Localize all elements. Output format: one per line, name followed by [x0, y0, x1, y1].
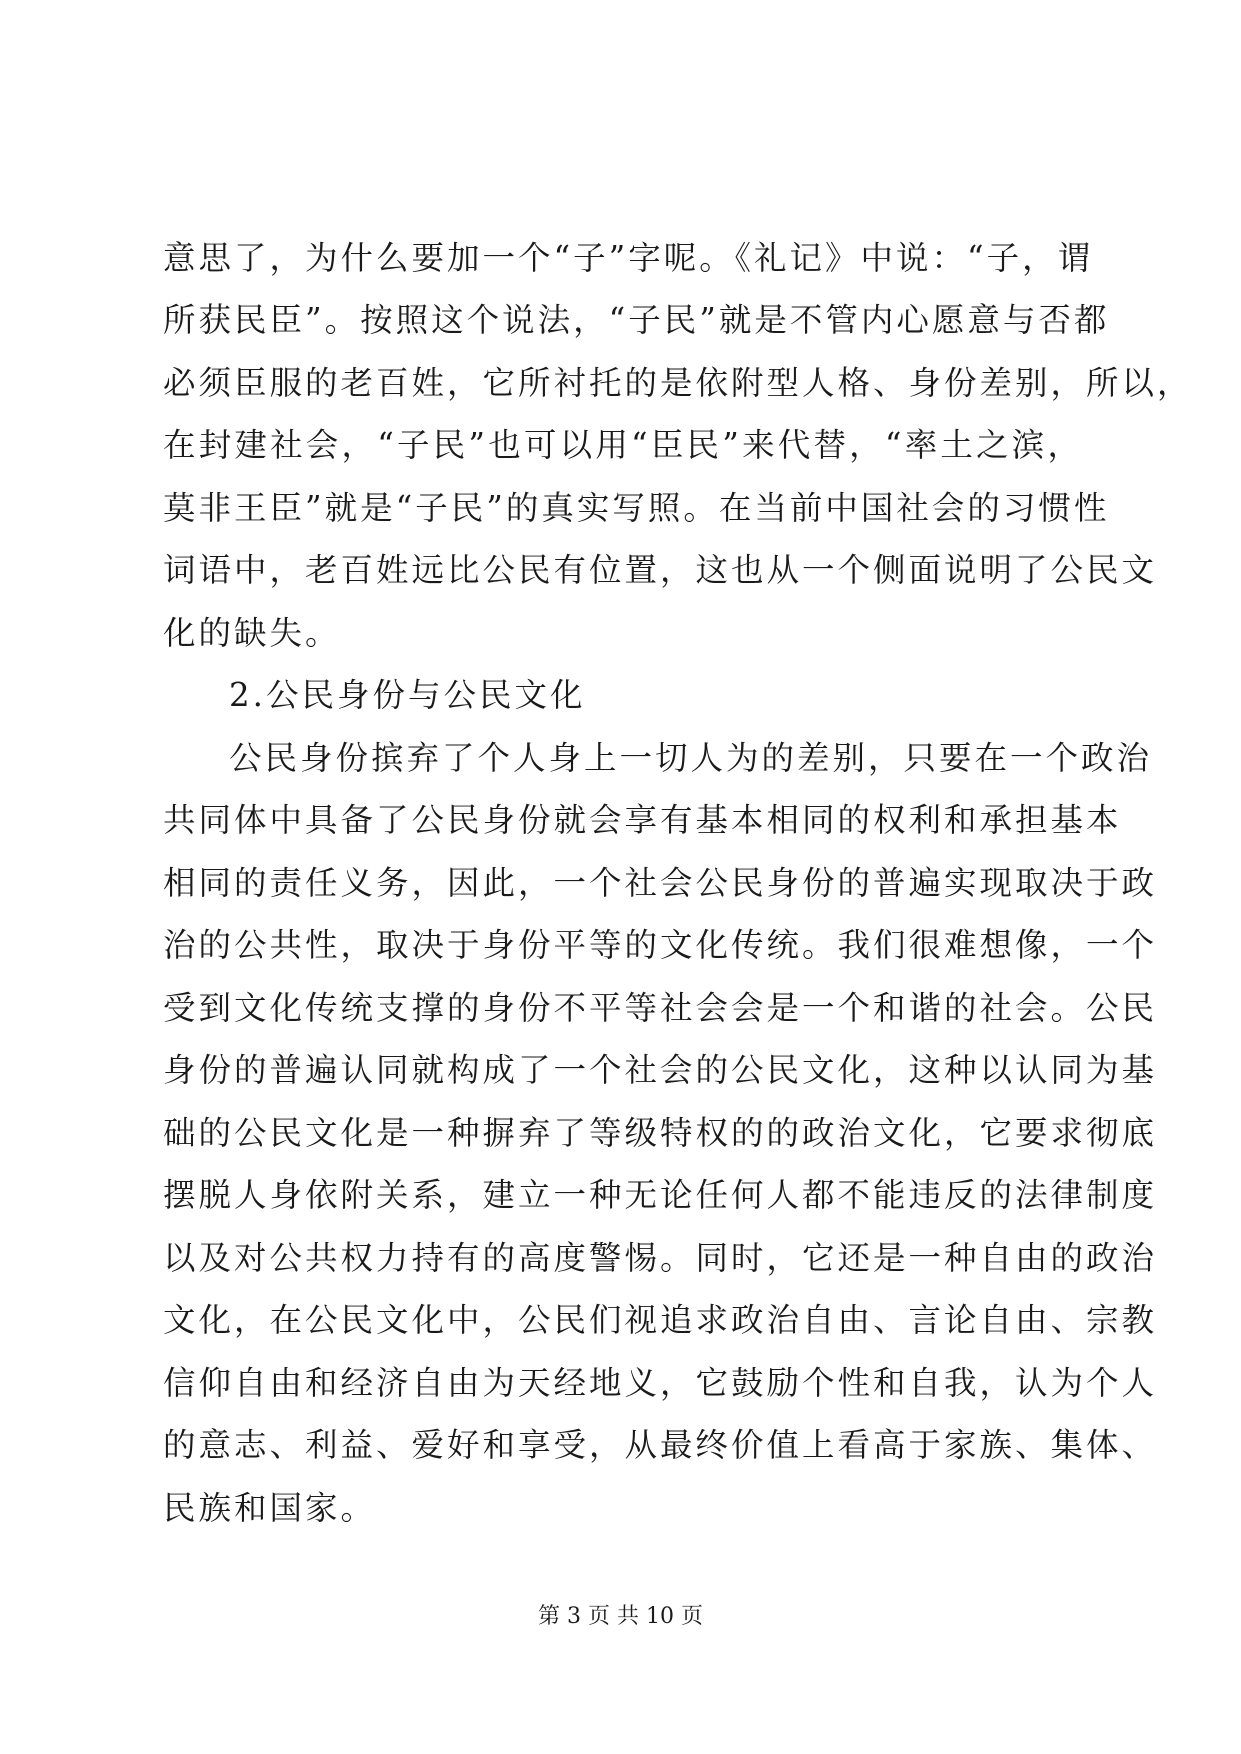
paragraph-line: 化的缺失。	[163, 614, 341, 652]
paragraph-line: 信仰自由和经济自由为天经地义，它鼓励个性和自我，认为个人	[163, 1364, 1158, 1402]
paragraph-line: 所获民臣”。按照这个说法，“子民”就是不管内心愿意与否都	[163, 301, 1110, 339]
paragraph-line: 治的公共性，取决于身份平等的文化传统。我们很难想像，一个	[163, 926, 1158, 964]
paragraph-line: 必须臣服的老百姓，它所衬托的是依附型人格、身份差别，所以，	[163, 364, 1193, 402]
paragraph-line: 公民身份摈弃了个人身上一切人为的差别，只要在一个政治	[229, 739, 1153, 777]
paragraph-line: 共同体中具备了公民身份就会享有基本相同的权利和承担基本	[163, 801, 1122, 839]
page-footer: 第 3 页 共 10 页	[538, 1604, 703, 1629]
paragraph-line: 身份的普遍认同就构成了一个社会的公民文化，这种以认同为基	[163, 1051, 1158, 1089]
paragraph-line: 的意志、利益、爱好和享受，从最终价值上看高于家族、集体、	[163, 1426, 1158, 1464]
paragraph-line: 意思了，为什么要加一个“子”字呢。《礼记》中说：“子，谓	[163, 239, 1094, 277]
paragraph-line: 莫非王臣”就是“子民”的真实写照。在当前中国社会的习惯性	[163, 489, 1110, 527]
paragraph-line: 在封建社会，“子民”也可以用“臣民”来代替，“率土之滨，	[163, 426, 1083, 464]
paragraph-line: 受到文化传统支撑的身份不平等社会会是一个和谐的社会。公民	[163, 989, 1158, 1027]
paragraph-line: 础的公民文化是一种摒弃了等级特权的的政治文化，它要求彻底	[163, 1114, 1158, 1152]
paragraph-line: 摆脱人身依附关系，建立一种无论任何人都不能违反的法律制度	[163, 1176, 1158, 1214]
section-heading: 2.公民身份与公民文化	[229, 676, 586, 714]
paragraph-line: 民族和国家。	[163, 1489, 377, 1527]
paragraph-line: 词语中，老百姓远比公民有位置，这也从一个侧面说明了公民文	[163, 551, 1158, 589]
paragraph-line: 相同的责任义务，因此，一个社会公民身份的普遍实现取决于政	[163, 864, 1158, 902]
paragraph-line: 文化，在公民文化中，公民们视追求政治自由、言论自由、宗教	[163, 1301, 1158, 1339]
paragraph-line: 以及对公共权力持有的高度警惕。同时，它还是一种自由的政治	[163, 1239, 1158, 1277]
